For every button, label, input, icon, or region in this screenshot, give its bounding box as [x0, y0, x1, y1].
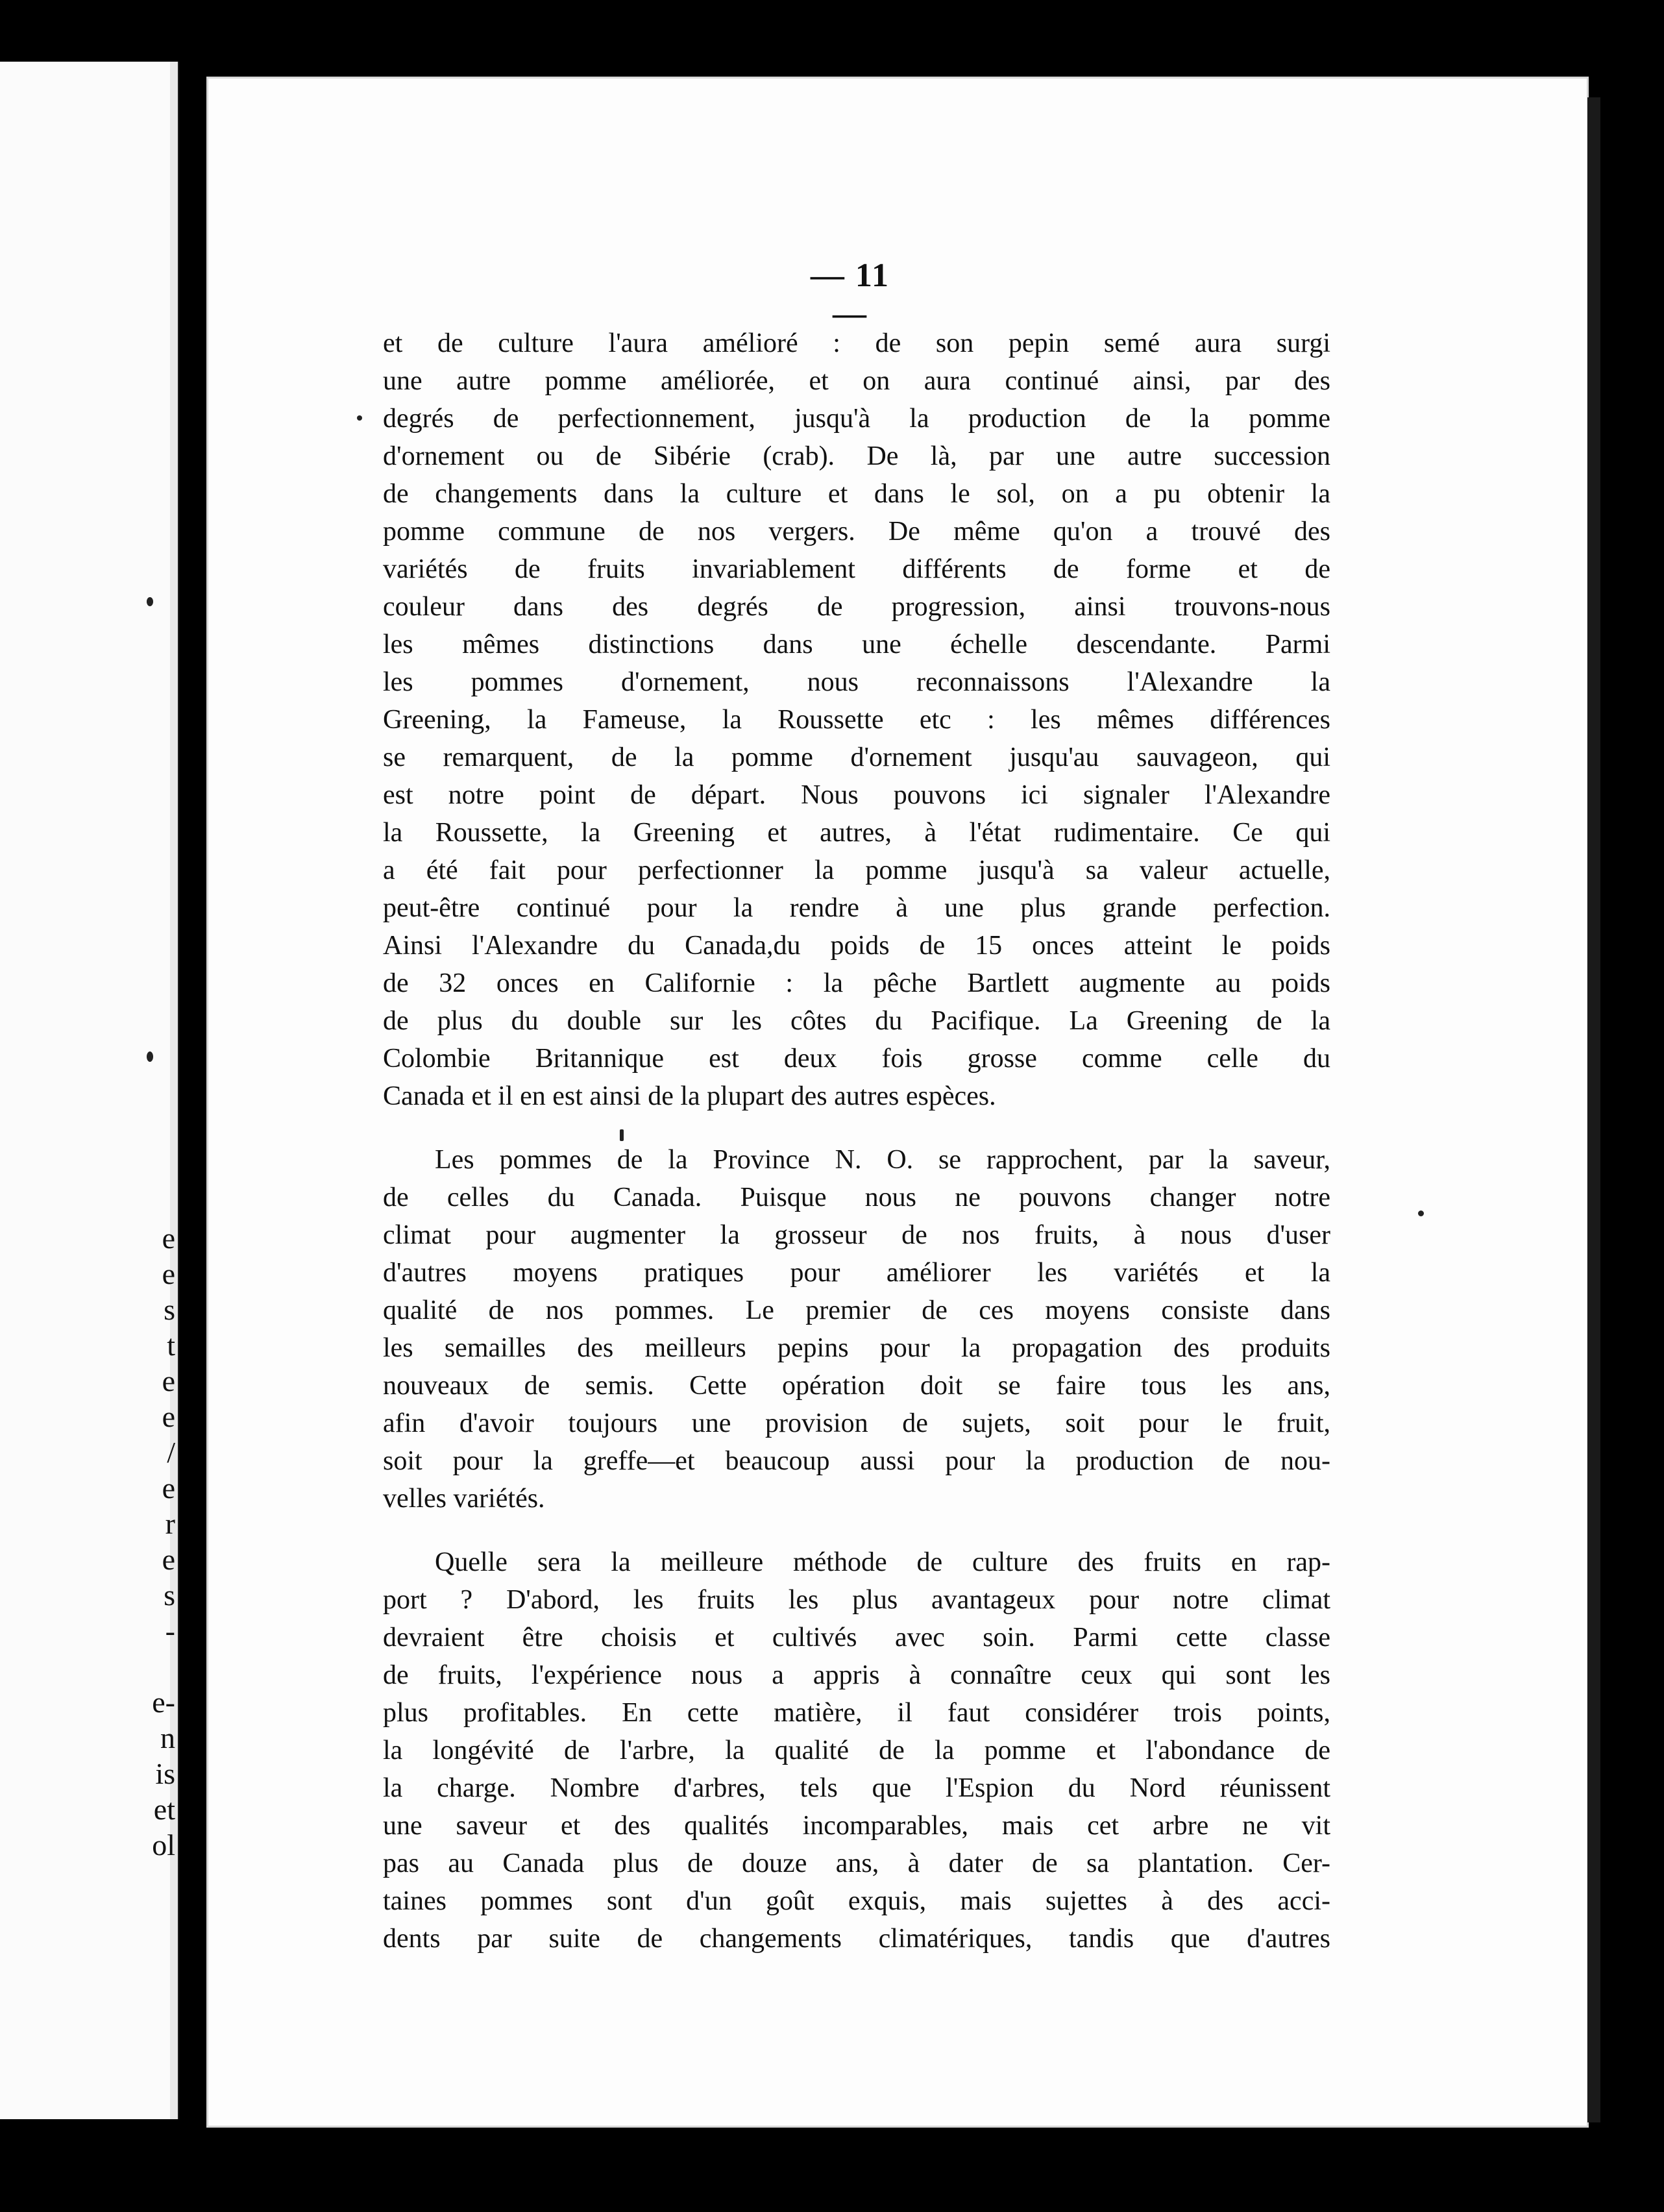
text-line: peut-être continué pour la rendre à une plus grande perfection. [383, 893, 1330, 923]
paragraph-1 [383, 325, 1330, 1115]
text-line: est notre point de départ. Nous pouvons ici signaler l'Alexandre [383, 780, 1330, 810]
text-line: la Roussette, la Greening et autres, à l'état rudimentaire. Ce qui [383, 818, 1330, 848]
scan-speck [147, 597, 153, 606]
scan-speck [357, 415, 362, 421]
fragment: e [162, 1364, 175, 1397]
fragment: e [162, 1543, 175, 1576]
text-line: Canada et il en est ainsi de la plupart des autres espèces. [383, 1081, 996, 1111]
text-line: les pommes d'ornement, nous reconnaissons l'Alexandre la [383, 667, 1330, 697]
text-line: et de culture l'aura amélioré : de son pepin semé aura surgi [383, 328, 1330, 358]
text-line: a été fait pour perfectionner la pomme jusqu'à sa valeur actuelle, [383, 855, 1330, 885]
text-line: nouveaux de semis. Cette opération doit se faire tous les ans, [383, 1371, 1330, 1401]
fragment: r [165, 1507, 175, 1540]
fragment: s [164, 1293, 175, 1326]
text-line: soit pour la greffe—et beaucoup aussi pour la production de nou- [383, 1446, 1330, 1476]
scan-speck [1418, 1210, 1424, 1216]
text-line: les mêmes distinctions dans une échelle descendante. Parmi [383, 630, 1330, 659]
text-line: de plus du double sur les côtes du Pacifique. La Greening de la [383, 1006, 1330, 1036]
fragment: n [160, 1721, 175, 1754]
fragment: ol [152, 1828, 175, 1862]
text-line: la longévité de l'arbre, la qualité de la pomme et l'abondance de [383, 1736, 1330, 1765]
fragment: is [155, 1757, 175, 1790]
text-line: Quelle sera la meilleure méthode de culture des fruits en rap- [435, 1547, 1330, 1577]
fragment: t [167, 1329, 175, 1362]
text-line: une autre pomme améliorée, et on aura continué ainsi, par des [383, 366, 1330, 396]
text-line: Colombie Britannique est deux fois grosse comme celle du [383, 1044, 1330, 1074]
text-line: une saveur et des qualités incomparables, mais cet arbre ne vit [383, 1811, 1330, 1841]
fragment: e [162, 1400, 175, 1433]
text-line: dents par suite de changements climatériques, tandis que d'autres [383, 1924, 1330, 1954]
page-right-shadow [1587, 97, 1600, 2122]
text-line: de 32 onces en Californie : la pêche Bartlett augmente au poids [383, 968, 1330, 998]
text-line: d'ornement ou de Sibérie (crab). De là, par une autre succession [383, 441, 1330, 471]
text-line: velles variétés. [383, 1484, 545, 1514]
fragment: et [153, 1793, 175, 1826]
text-line: la charge. Nombre d'arbres, tels que l'Espion du Nord réunissent [383, 1773, 1330, 1803]
fragment: e [162, 1471, 175, 1505]
text-line: port ? D'abord, les fruits les plus avantageux pour notre climat [383, 1585, 1330, 1615]
text-line: Ainsi l'Alexandre du Canada,du poids de 15 onces atteint le poids [383, 931, 1330, 961]
fragment: - [165, 1614, 175, 1647]
text-line: les semailles des meilleurs pepins pour la propagation des produits [383, 1333, 1330, 1363]
text-line: se remarquent, de la pomme d'ornement jusqu'au sauvageon, qui [383, 743, 1330, 772]
text-line: de changements dans la culture et dans le sol, on a pu obtenir la [383, 479, 1330, 509]
text-line: afin d'avoir toujours une provision de sujets, soit pour le fruit, [383, 1408, 1330, 1438]
previous-page-text-fragments [144, 1220, 175, 1863]
text-line: couleur dans des degrés de progression, ainsi trouvons-nous [383, 592, 1330, 622]
text-line: variétés de fruits invariablement différents de forme et de [383, 554, 1330, 584]
page-number: — 11 — [810, 257, 890, 332]
text-line: climat pour augmenter la grosseur de nos fruits, à nous d'user [383, 1220, 1330, 1250]
text-line: d'autres moyens pratiques pour améliorer les variétés et la [383, 1258, 1330, 1288]
text-line: pomme commune de nos vergers. De même qu'on a trouvé des [383, 517, 1330, 547]
text-line: devraient être choisis et cultivés avec soin. Parmi cette classe [383, 1623, 1330, 1653]
fragment: s [164, 1579, 175, 1612]
paragraph-3 [383, 1543, 1330, 1958]
paragraph-spacer [383, 1115, 1330, 1141]
fragment: / [167, 1436, 175, 1469]
fragment [144, 1649, 175, 1684]
scan-speck [620, 1129, 624, 1141]
fragment: e [162, 1222, 175, 1255]
text-line: Greening, la Fameuse, la Roussette etc : les mêmes différences [383, 705, 1330, 735]
body-text [383, 325, 1330, 1958]
text-line: de celles du Canada. Puisque nous ne pouvons changer notre [383, 1183, 1330, 1212]
text-line: plus profitables. En cette matière, il faut considérer trois points, [383, 1698, 1330, 1728]
text-line: Les pommes de la Province N. O. se rapprochent, par la saveur, [435, 1145, 1330, 1175]
text-line: taines pommes sont d'un goût exquis, mais sujettes à des acci- [383, 1886, 1330, 1916]
text-line: de fruits, l'expérience nous a appris à connaître ceux qui sont les [383, 1660, 1330, 1690]
scan-speck [147, 1051, 153, 1062]
text-line: degrés de perfectionnement, jusqu'à la production de la pomme [383, 404, 1330, 434]
fragment: e [162, 1257, 175, 1290]
paragraph-spacer [383, 1518, 1330, 1543]
fragment: e- [152, 1686, 175, 1719]
paragraph-2 [383, 1141, 1330, 1518]
text-line: qualité de nos pommes. Le premier de ces moyens consiste dans [383, 1296, 1330, 1325]
text-line: pas au Canada plus de douze ans, à dater de sa plantation. Cer- [383, 1849, 1330, 1878]
